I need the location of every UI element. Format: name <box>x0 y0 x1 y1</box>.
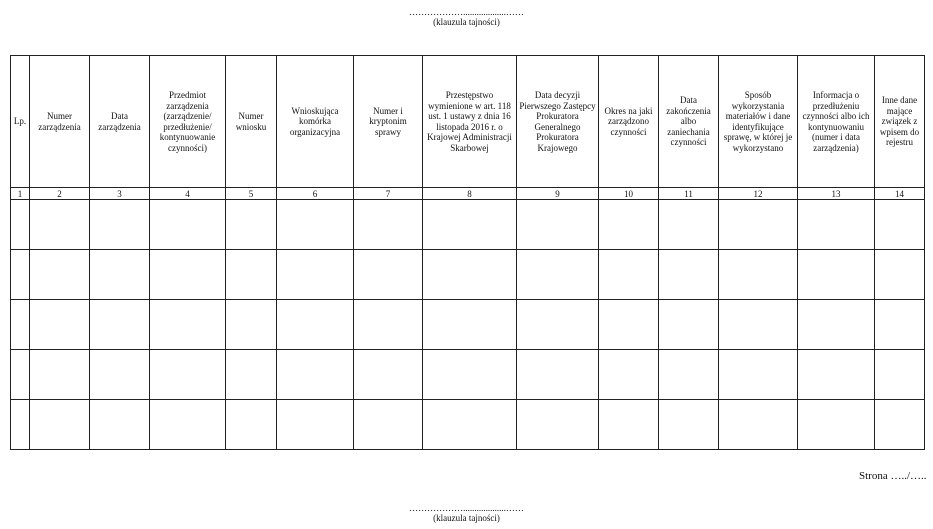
table-cell[interactable] <box>30 350 90 400</box>
table-cell[interactable] <box>90 350 150 400</box>
column-number: 13 <box>798 188 875 200</box>
column-header-end-date: Data zakończenia albo zaniechania czynności <box>659 56 719 188</box>
table-cell[interactable] <box>423 200 517 250</box>
table-cell[interactable] <box>30 300 90 350</box>
table-cell[interactable] <box>277 250 354 300</box>
table-cell[interactable] <box>798 400 875 450</box>
table-cell[interactable] <box>277 200 354 250</box>
column-header-order-subject: Przedmiot zarządzenia (zarządzenie/ przedłużenie/ kontynuowanie czynności) <box>150 56 226 188</box>
table-cell[interactable] <box>423 400 517 450</box>
table-cell[interactable] <box>517 400 599 450</box>
table-cell[interactable] <box>11 300 30 350</box>
column-number: 6 <box>277 188 354 200</box>
column-header-materials-use: Sposób wykorzystania materiałów i dane identyfikujące sprawę, w której je wykorzystano <box>719 56 798 188</box>
clause-header <box>0 7 933 27</box>
table-row <box>11 250 925 300</box>
table-cell[interactable] <box>90 250 150 300</box>
clause-label: (klauzula tajności) <box>433 17 500 27</box>
column-number: 14 <box>875 188 925 200</box>
register-body <box>11 200 925 450</box>
table-cell[interactable] <box>659 350 719 400</box>
table-cell[interactable] <box>11 350 30 400</box>
table-cell[interactable] <box>30 200 90 250</box>
table-cell[interactable] <box>90 400 150 450</box>
table-cell[interactable] <box>599 200 659 250</box>
table-cell[interactable] <box>599 300 659 350</box>
column-header-extension-info: Informacja o przedłużeniu czynności albo ich kontynuowaniu (numer i data zarządzenia) <box>798 56 875 188</box>
column-header-requesting-unit: Wnioskująca komórka organizacyjna <box>277 56 354 188</box>
clause-dots: ………………...................…… <box>409 503 524 513</box>
table-cell[interactable] <box>423 350 517 400</box>
table-cell[interactable] <box>719 350 798 400</box>
table-cell[interactable] <box>659 400 719 450</box>
column-header-order-number: Numer zarządzenia <box>30 56 90 188</box>
column-header-request-number: Numer wniosku <box>226 56 277 188</box>
table-cell[interactable] <box>875 400 925 450</box>
table-cell[interactable] <box>150 400 226 450</box>
table-cell[interactable] <box>875 350 925 400</box>
table-cell[interactable] <box>354 250 423 300</box>
table-cell[interactable] <box>798 200 875 250</box>
table-cell[interactable] <box>30 400 90 450</box>
table-cell[interactable] <box>150 300 226 350</box>
table-cell[interactable] <box>599 250 659 300</box>
column-header-lp: Lp. <box>11 56 30 188</box>
table-cell[interactable] <box>226 350 277 400</box>
table-cell[interactable] <box>277 400 354 450</box>
table-cell[interactable] <box>599 400 659 450</box>
table-cell[interactable] <box>11 400 30 450</box>
table-cell[interactable] <box>226 250 277 300</box>
column-number: 10 <box>599 188 659 200</box>
table-cell[interactable] <box>719 200 798 250</box>
table-cell[interactable] <box>150 200 226 250</box>
column-header-case-number: Numer i kryptonim sprawy <box>354 56 423 188</box>
table-cell[interactable] <box>719 300 798 350</box>
clause-label: (klauzula tajności) <box>433 513 500 523</box>
column-number: 3 <box>90 188 150 200</box>
column-number: 4 <box>150 188 226 200</box>
table-cell[interactable] <box>30 250 90 300</box>
table-cell[interactable] <box>798 300 875 350</box>
column-header-order-date: Data zarządzenia <box>90 56 150 188</box>
table-cell[interactable] <box>354 400 423 450</box>
table-cell[interactable] <box>277 300 354 350</box>
table-cell[interactable] <box>517 300 599 350</box>
column-number: 2 <box>30 188 90 200</box>
column-number: 11 <box>659 188 719 200</box>
column-number: 7 <box>354 188 423 200</box>
register-table <box>10 55 925 450</box>
page-number: Strona …../….. <box>859 470 927 482</box>
table-cell[interactable] <box>277 350 354 400</box>
table-cell[interactable] <box>517 350 599 400</box>
table-cell[interactable] <box>354 350 423 400</box>
table-cell[interactable] <box>354 300 423 350</box>
table-cell[interactable] <box>659 200 719 250</box>
table-cell[interactable] <box>798 350 875 400</box>
table-cell[interactable] <box>875 300 925 350</box>
clause-dots: ………………...................…… <box>409 7 524 17</box>
column-number-row <box>11 188 925 200</box>
table-cell[interactable] <box>517 250 599 300</box>
table-cell[interactable] <box>875 250 925 300</box>
clause-footer <box>0 503 933 523</box>
column-number: 1 <box>11 188 30 200</box>
table-cell[interactable] <box>719 250 798 300</box>
table-cell[interactable] <box>659 300 719 350</box>
table-cell[interactable] <box>517 200 599 250</box>
table-row <box>11 350 925 400</box>
table-row <box>11 300 925 350</box>
table-cell[interactable] <box>354 200 423 250</box>
table-cell[interactable] <box>150 250 226 300</box>
table-cell[interactable] <box>423 250 517 300</box>
table-cell[interactable] <box>423 300 517 350</box>
table-row <box>11 400 925 450</box>
table-cell[interactable] <box>226 400 277 450</box>
column-number: 5 <box>226 188 277 200</box>
table-row <box>11 200 925 250</box>
column-number: 12 <box>719 188 798 200</box>
table-cell[interactable] <box>90 200 150 250</box>
table-cell[interactable] <box>719 400 798 450</box>
column-number: 8 <box>423 188 517 200</box>
column-header-other-data: Inne dane mające związek z wpisem do rejestru <box>875 56 925 188</box>
table-cell[interactable] <box>875 200 925 250</box>
column-number: 9 <box>517 188 599 200</box>
table-cell[interactable] <box>90 300 150 350</box>
table-cell[interactable] <box>226 200 277 250</box>
table-cell[interactable] <box>11 200 30 250</box>
table-cell[interactable] <box>659 250 719 300</box>
table-cell[interactable] <box>599 350 659 400</box>
table-cell[interactable] <box>798 250 875 300</box>
table-cell[interactable] <box>226 300 277 350</box>
column-header-decision-date: Data decyzji Pierwszego Zastępcy Prokuratora Generalnego Prokuratora Krajowego <box>517 56 599 188</box>
table-cell[interactable] <box>150 350 226 400</box>
column-header-offence: Przestępstwo wymienione w art. 118 ust. 1 ustawy z dnia 16 listopada 2016 r. o Krajowej Administracji Skarbowej <box>423 56 517 188</box>
table-cell[interactable] <box>11 250 30 300</box>
header-row <box>11 56 925 188</box>
column-header-period: Okres na jaki zarządzono czynności <box>599 56 659 188</box>
